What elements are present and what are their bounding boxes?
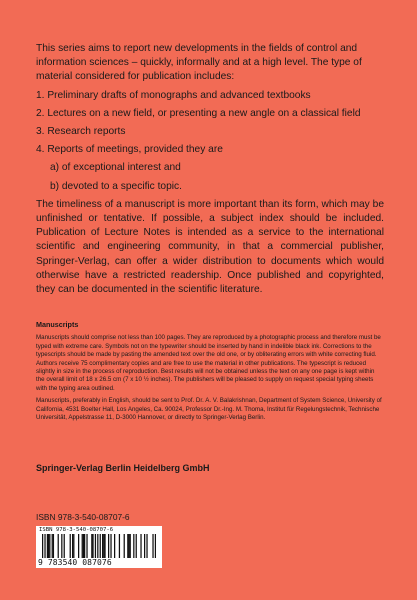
barcode-bar xyxy=(47,534,48,558)
barcode-bar xyxy=(133,534,134,558)
material-list xyxy=(36,89,384,194)
barcode-bar xyxy=(144,534,145,558)
barcode-bar xyxy=(91,534,92,558)
barcode-bar xyxy=(52,534,53,558)
barcode-bar xyxy=(58,534,59,558)
barcode-bar xyxy=(146,534,147,558)
barcode-bar xyxy=(64,534,65,558)
barcode-bar xyxy=(119,534,120,558)
barcode-bar xyxy=(127,534,128,558)
barcode-bar xyxy=(42,534,43,558)
material-item: 3. Research reports xyxy=(36,126,126,138)
barcode-bar xyxy=(53,534,54,558)
barcode-bar xyxy=(49,534,50,558)
barcode-bar xyxy=(108,534,109,558)
barcode-bar xyxy=(83,534,84,558)
barcode-bars xyxy=(42,534,156,558)
barcode-bar xyxy=(86,534,87,558)
barcode-bar xyxy=(124,534,125,558)
barcode-bar xyxy=(84,534,85,558)
timeliness-paragraph: The timeliness of a manuscript is more important than its form, which may be unfinished or tentative. If possible, a subject index should be included. Publication of Lecture Notes is intended as a service to the international scientific and engineering community, in that a commercial publisher, Springer-Verlag, can offer a wider distribution to documents which would otherwise have a restricted readership. Once published and copyrighted, they can be documented in the scientific literature. xyxy=(36,198,384,296)
material-sublist xyxy=(50,161,384,193)
material-subitem: a) of exceptional interest and xyxy=(50,162,181,174)
barcode-bar xyxy=(128,534,129,558)
material-item xyxy=(36,143,384,194)
barcode-bar xyxy=(48,534,49,558)
material-item: 2. Lectures on a new field, or presenting a new angle on a classical field xyxy=(36,107,361,119)
manuscripts-submission: Manuscripts, preferably in English, should be sent to Prof. Dr. A. V. Balakrishnan, Department of System Science, University of California, 4531 Boelter Hall, Los Angeles, Ca. 90024, Professor Dr.-Ing. M. Thoma, Institut für Regelungstechnik, Technische Universität, Appelstrasse 11, D-3000 Hannover, or directly to Springer-Verlag Berlin. xyxy=(36,397,382,422)
barcode-bar xyxy=(70,534,71,558)
barcode-digits: 9 783540 087076 xyxy=(38,558,112,567)
barcode-isbn-label: ISBN 978-3-540-08707-6 xyxy=(39,527,114,533)
intro-paragraph: This series aims to report new developments in the fields of control and information sciences – quickly, informally and at a high level. The type of material considered for publication includes: xyxy=(36,43,362,83)
barcode-bar xyxy=(97,534,98,558)
isbn-barcode xyxy=(36,526,162,568)
barcode-bar xyxy=(114,534,115,558)
isbn-text: ISBN 978-3-540-08707-6 xyxy=(36,512,130,522)
manuscripts-guidelines: Manuscripts should comprise not less than 100 pages. They are reproduced by a photographic process and therefore must be typed with extreme care. Symbols not on the typewriter should be inserted by hand in indelible black ink. Corrections to the typescripts should be made by pasting the amended text over the old one, or by obliterating errors with white correcting fluid. Authors receive 75 complimentary copies and are free to use the material in other publications. The typescript is reduced slightly in size in the process of reproduction. Best results will not be obtained unless the text on any one page is kept within the overall limit of 18 x 26.5 cm (7 x 10 ½ inches). The publishers will be pleased to supply on request special typing sheets with the typing area outlined. xyxy=(36,334,381,392)
barcode-bar xyxy=(78,534,79,558)
barcode-bar xyxy=(110,534,111,558)
barcode-bar xyxy=(44,534,45,558)
material-subitem: b) devoted to a specific topic. xyxy=(50,180,182,192)
barcode-bar xyxy=(92,534,93,558)
barcode-bar xyxy=(100,534,101,558)
barcode-bar xyxy=(140,534,141,558)
manuscripts-section xyxy=(36,321,384,426)
barcode-bar xyxy=(82,534,83,558)
manuscripts-heading: Manuscripts xyxy=(36,320,79,329)
barcode-bar xyxy=(104,534,105,558)
material-item-label: 4. Reports of meetings, provided they are xyxy=(36,144,223,156)
series-description xyxy=(36,42,384,297)
barcode-bar xyxy=(152,534,153,558)
barcode-bar xyxy=(130,534,131,558)
barcode-bar xyxy=(102,534,103,558)
material-item: 1. Preliminary drafts of monographs and advanced textbooks xyxy=(36,89,311,101)
barcode-bar xyxy=(72,534,73,558)
publisher-name: Springer-Verlag Berlin Heidelberg GmbH xyxy=(36,463,210,473)
barcode-bar xyxy=(73,534,74,558)
barcode-bar xyxy=(103,534,104,558)
barcode-bar xyxy=(61,534,62,558)
barcode-bar xyxy=(136,534,137,558)
barcode-bar xyxy=(155,534,156,558)
barcode-bar xyxy=(95,534,96,558)
